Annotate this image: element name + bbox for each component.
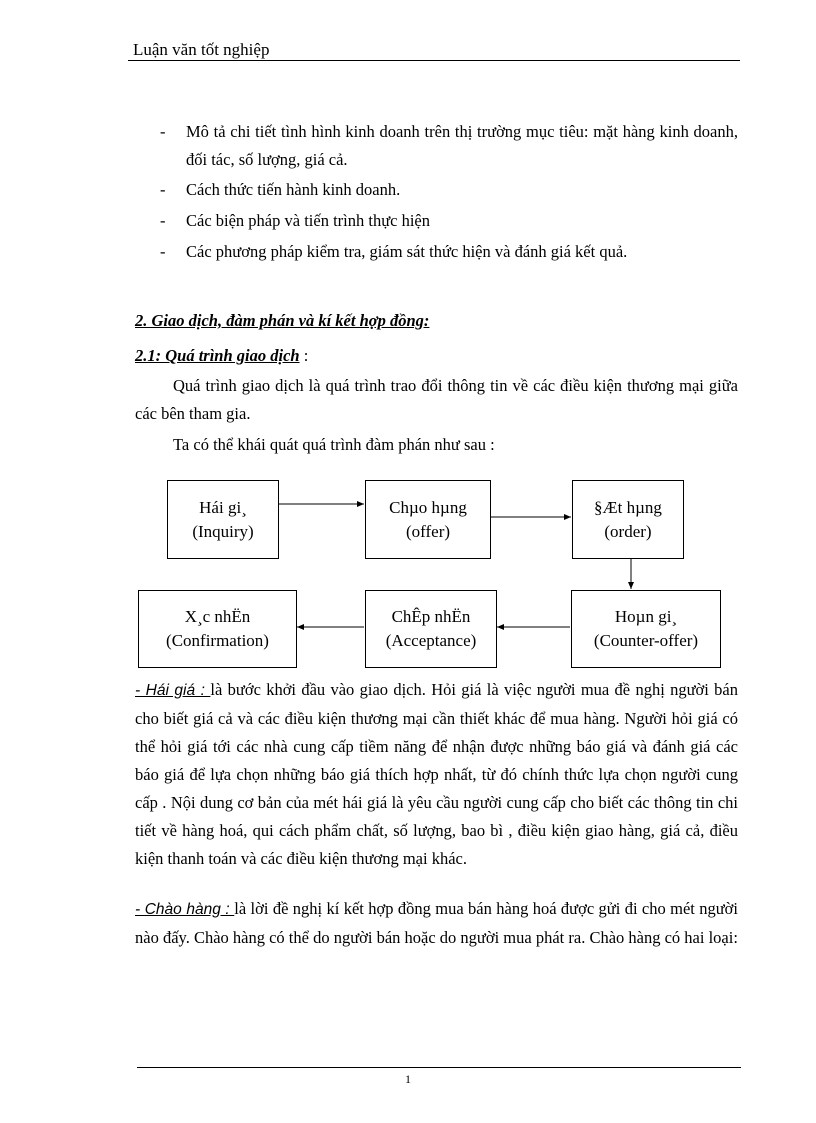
box-acceptance <box>365 590 497 668</box>
box-sublabel: (Acceptance) <box>385 631 477 650</box>
subsection-title: 2.1: Quá trình giao dịch <box>135 346 300 365</box>
page-number: 1 <box>405 1072 411 1086</box>
bullet-marker: - <box>160 122 166 141</box>
bullet-item: Các phương pháp kiểm tra, giám sát thức hiện và đánh giá kết quả. <box>186 242 628 261</box>
box-sublabel: (Inquiry) <box>192 521 254 541</box>
box-label: Hoµn gi¸ <box>614 607 678 626</box>
definition-offer <box>135 895 738 952</box>
bullet-marker: - <box>160 180 166 199</box>
box-offer <box>365 480 491 559</box>
box-confirmation <box>138 590 297 668</box>
box-label: X¸c nhËn <box>184 607 251 626</box>
definition-text: là bước khởi đầu vào giao dịch. Hỏi giá là việc người mua đề nghị người bán cho biết giá cả và các điều kiện thương mại cần thiết khác để mua hàng. Người hỏi giá có thể hỏi giá tới các nhà cung cấp tiềm năng để nhận được những báo giá và đánh giá các báo giá để lựa chọn những báo giá thích hợp nhất, từ đó chính thức lựa chọn người cung cấp . Nội dung cơ bản của mét hái giá là yêu cầu người cung cấp cho biết các thông tin chi tiết về hàng hoá, qui cách phẩm chất, số lượng, bao bì , điều kiện giao hàng, giá cả, điều kiện thanh toán và các điều kiện thương mại khác. <box>135 680 738 868</box>
subsection-colon: : <box>299 346 309 365</box>
bullet-item: Các biện pháp và tiến trình thực hiện <box>186 211 430 230</box>
bullet-item: Cách thức tiến hành kinh doanh. <box>186 180 401 199</box>
header-title: Luận văn tốt nghiệp <box>133 40 270 59</box>
box-sublabel: (Counter-offer) <box>593 631 699 650</box>
intro-paragraph: Quá trình giao dịch là quá trình trao đổi thông tin về các điều kiện thương mại giữa các bên tham gia. <box>135 376 738 423</box>
definition-inquiry <box>135 676 738 873</box>
section-heading: 2. Giao dịch, đàm phán và kí kết hợp đồng: <box>135 311 430 330</box>
box-label: Hái gi¸ <box>199 497 247 517</box>
box-label: Chµo hµng <box>389 497 467 517</box>
box-sublabel: (order) <box>604 521 652 541</box>
box-label: ChÊp nhËn <box>391 607 471 626</box>
box-inquiry <box>167 480 279 559</box>
box-order <box>572 480 684 559</box>
bullet-item: Mô tả chi tiết tình hình kinh doanh trên thị trường mục tiêu: mặt hàng kinh doanh, đối tác, số lượng, giá cả. <box>186 122 738 169</box>
definition-term: - Hái giá : <box>135 682 211 699</box>
box-label: §Æt hµng <box>594 497 662 517</box>
definition-term: - Chào hàng : <box>135 901 235 918</box>
diagram-intro: Ta có thể khái quát quá trình đàm phán như sau : <box>173 435 495 454</box>
bullet-marker: - <box>160 242 166 261</box>
box-sublabel: (offer) <box>405 521 451 541</box>
box-counter-offer <box>571 590 721 668</box>
bullet-marker: - <box>160 211 166 230</box>
definition-text: là lời đề nghị kí kết hợp đồng mua bán hàng hoá được gửi đi cho mét người nào đấy. Chào hàng có thể do người bán hoặc do người mua phát ra. Chào hàng có hai loại: <box>135 899 738 947</box>
box-sublabel: (Confirmation) <box>166 631 269 650</box>
footer-divider <box>137 1067 741 1068</box>
